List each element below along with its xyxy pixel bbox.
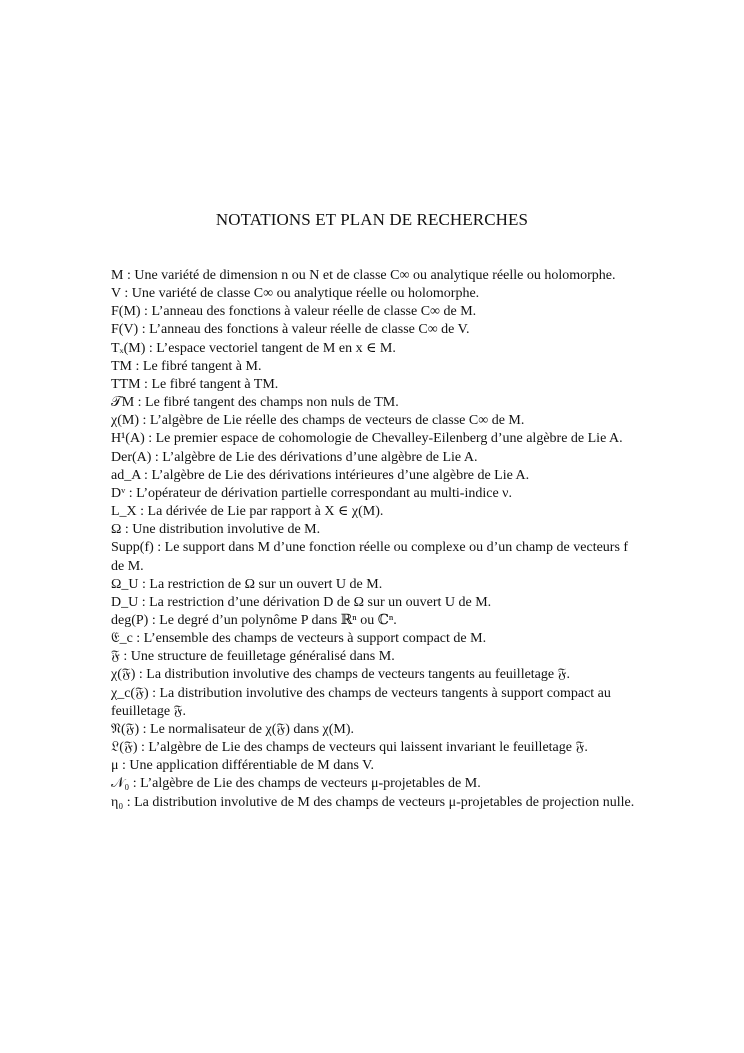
notation-entry-l-f: 𝔏(𝔉) : L’algèbre de Lie des champs de vecteurs qui laissent invariant le feuilletage 𝔉. xyxy=(111,740,588,756)
notation-entry-d-nu: Dᵛ : L’opérateur de dérivation partielle correspondant au multi-indice ν. xyxy=(111,485,513,501)
notation-entry-mu: μ : Une application différentiable de M dans V. xyxy=(111,758,374,774)
notation-entry-supp-f: Supp(f) : Le support dans M d’une fonction réelle ou complexe ou d’un champ de vecteurs f de M. xyxy=(111,540,629,574)
notation-list xyxy=(111,267,635,812)
notation-entry-der-a: Der(A) : L’algèbre de Lie des dérivations d’une algèbre de Lie A. xyxy=(111,449,478,465)
notation-entry-omega-u: Ω_U : La restriction de Ω sur un ouvert U de M. xyxy=(111,576,383,592)
notation-entry-n0: 𝒩₀ : L’algèbre de Lie des champs de vecteurs μ-projetables de M. xyxy=(111,776,481,792)
notation-entry-script-tm: 𝒯M : Le fibré tangent des champs non nuls de TM. xyxy=(111,395,399,411)
notation-entry-e-c: 𝔈_c : L’ensemble des champs de vecteurs à support compact de M. xyxy=(111,631,487,647)
notation-entry-n-f: 𝔑(𝔉) : Le normalisateur de χ(𝔉) dans χ(M). xyxy=(111,721,355,737)
notation-entry-deg-p: deg(P) : Le degré d’un polynôme P dans ℝⁿ ou ℂⁿ. xyxy=(111,612,397,628)
notation-entry-f-m: F(M) : L’anneau des fonctions à valeur réelle de classe C∞ de M. xyxy=(111,304,477,320)
notation-entry-d-u: D_U : La restriction d’une dérivation D de Ω sur un ouvert U de M. xyxy=(111,594,492,610)
notation-entry-eta0: η₀ : La distribution involutive de M des champs de vecteurs μ-projetables de projection nulle. xyxy=(111,794,635,810)
notation-entry-h1-a: H¹(A) : Le premier espace de cohomologie de Chevalley-Eilenberg d’une algèbre de Lie A. xyxy=(111,431,623,447)
notation-entry-tx-m: Tₓ(M) : L’espace vectoriel tangent de M en x ∈ M. xyxy=(111,340,396,356)
notation-entry-tm: TM : Le fibré tangent à M. xyxy=(111,358,262,374)
notation-entry-omega: Ω : Une distribution involutive de M. xyxy=(111,522,321,538)
notation-entry-ttm: TTM : Le fibré tangent à TM. xyxy=(111,376,279,392)
notation-entry-v: V : Une variété de classe C∞ ou analytique réelle ou holomorphe. xyxy=(111,286,480,302)
page-title: NOTATIONS ET PLAN DE RECHERCHES xyxy=(215,210,529,229)
notation-entry-m: M : Une variété de dimension n ou N et de classe C∞ ou analytique réelle ou holomorphe. xyxy=(111,268,616,283)
notation-entry-foliation: 𝔉 : Une structure de feuilletage généralisé dans M. xyxy=(111,649,395,665)
notation-entry-l-x: L_X : La dérivée de Lie par rapport à X ∈ χ(M). xyxy=(111,504,384,520)
notation-entry-chi-m: χ(M) : L’algèbre de Lie réelle des champs de vecteurs de classe C∞ de M. xyxy=(111,413,525,429)
notation-entry-chi-f: χ(𝔉) : La distribution involutive des champs de vecteurs tangents au feuilletage 𝔉. xyxy=(111,667,570,683)
notation-entry-f-v: F(V) : L’anneau des fonctions à valeur réelle de classe C∞ de V. xyxy=(111,322,470,338)
notation-entry-chi-c-f: χ_c(𝔉) : La distribution involutive des champs de vecteurs tangents à support compact au feuilletage 𝔉. xyxy=(111,685,611,719)
notation-entry-ad-a: ad_A : L’algèbre de Lie des dérivations intérieures d’une algèbre de Lie A. xyxy=(111,467,530,483)
